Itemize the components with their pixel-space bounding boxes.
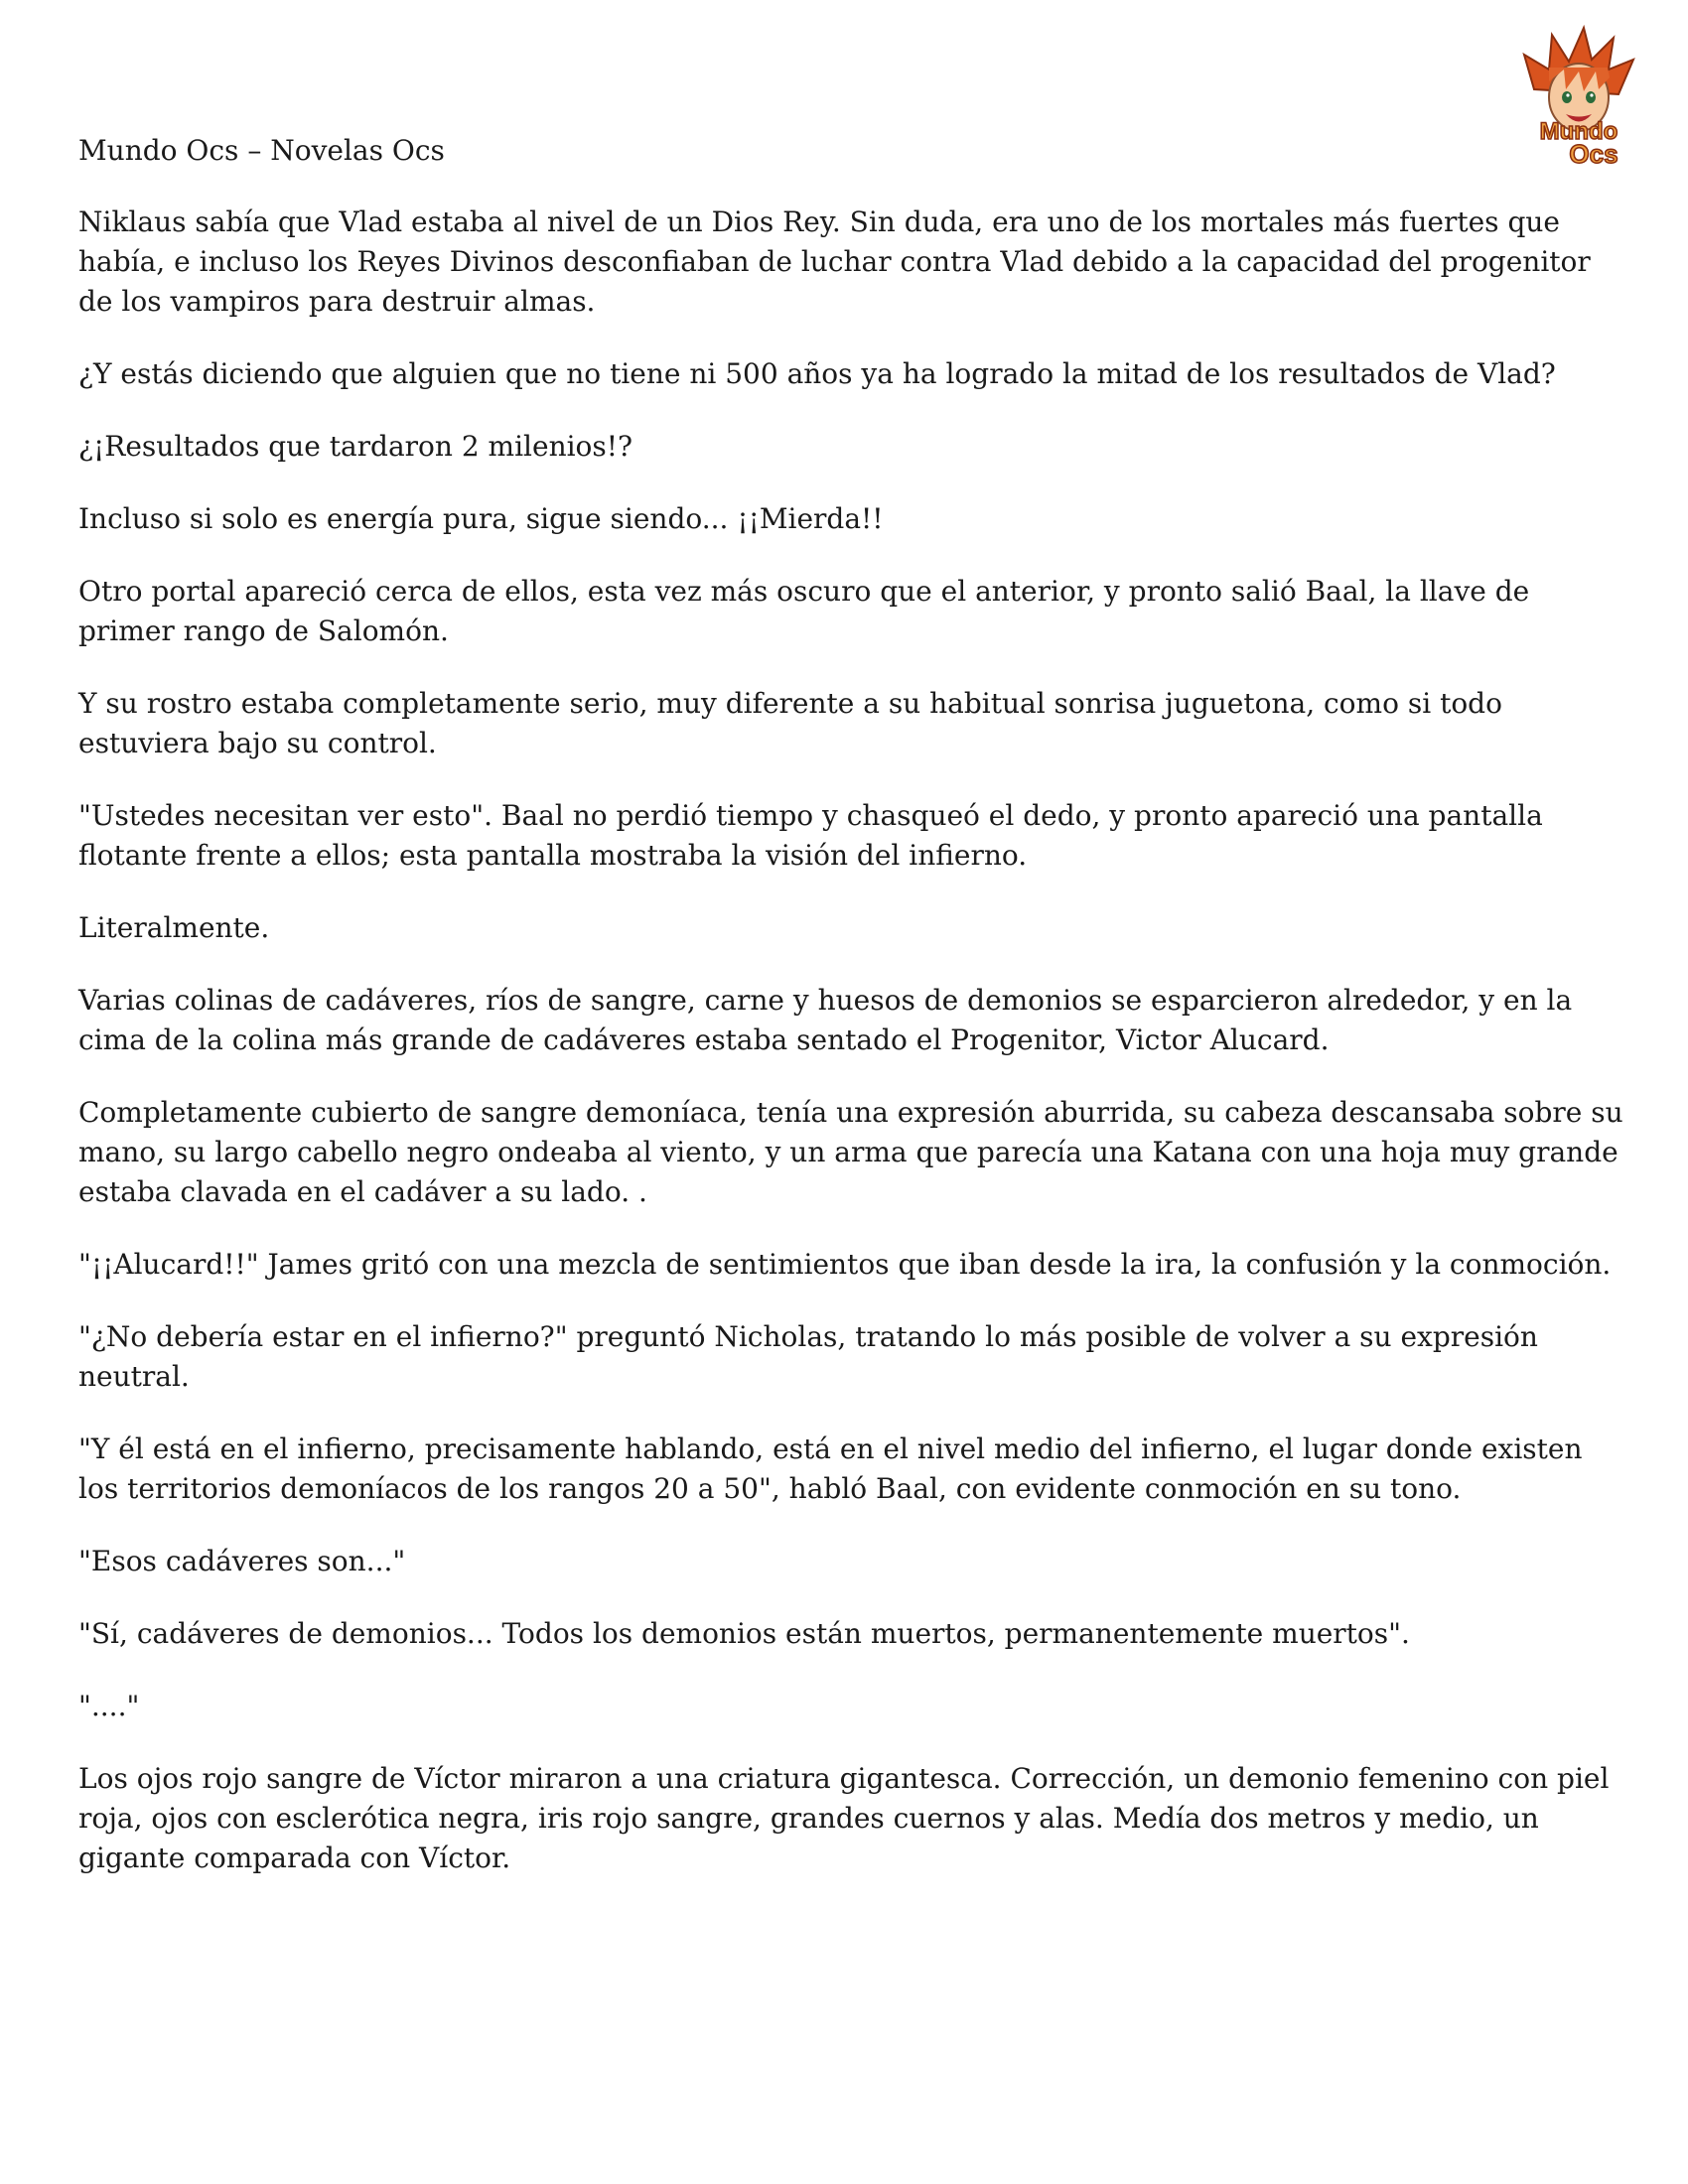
paragraph: "...." xyxy=(78,1690,140,1722)
paragraph: "Sí, cadáveres de demonios... Todos los demonios están muertos, permanentemente muertos". xyxy=(78,1617,1410,1650)
paragraph: "Esos cadáveres son..." xyxy=(78,1545,406,1577)
paragraph: ¿Y estás diciendo que alguien que no tiene ni 500 años ya ha logrado la mitad de los resultados de Vlad? xyxy=(78,357,1556,390)
paragraph: Otro portal apareció cerca de ellos, esta vez más oscuro que el anterior, y pronto salió Baal, la llave de primer rango de Salomón. xyxy=(78,575,1530,647)
svg-text:Mundo: Mundo xyxy=(1539,118,1618,145)
paragraph: Completamente cubierto de sangre demoníaca, tenía una expresión aburrida, su cabeza descansaba sobre su mano, su largo cabello negro ondeaba al viento, y un arma que parecía una Katana con una hoja muy grande estaba clavada en el cadáver a su lado. . xyxy=(78,1096,1623,1208)
paragraph: "Y él está en el infierno, precisamente hablando, está en el nivel medio del infierno, el lugar donde existen los territorios demoníacos de los rangos 20 a 50", habló Baal, con evidente conmoción en su tono. xyxy=(78,1433,1583,1505)
paragraph: ¿¡Resultados que tardaron 2 milenios!? xyxy=(78,430,633,463)
mundo-ocs-logo xyxy=(1504,20,1653,169)
document-body xyxy=(78,203,1627,1911)
paragraph: "¿No debería estar en el infierno?" preguntó Nicholas, tratando lo más posible de volver a su expresión neutral. xyxy=(78,1320,1538,1393)
paragraph: Niklaus sabía que Vlad estaba al nivel de un Dios Rey. Sin duda, era uno de los mortales más fuertes que había, e incluso los Reyes Divinos desconfiaban de luchar contra Vlad debido a la capacidad del progenitor de los vampiros para destruir almas. xyxy=(78,205,1591,318)
page-header: Mundo Ocs – Novelas Ocs xyxy=(78,134,445,167)
paragraph: Varias colinas de cadáveres, ríos de sangre, carne y huesos de demonios se esparcieron alrededor, y en la cima de la colina más grande de cadáveres estaba sentado el Progenitor, Victor Alucard. xyxy=(78,984,1573,1056)
svg-text:Ocs: Ocs xyxy=(1569,139,1618,169)
logo-mascot-graphic xyxy=(1504,20,1653,169)
paragraph: Los ojos rojo sangre de Víctor miraron a una criatura gigantesca. Corrección, un demonio femenino con piel roja, ojos con esclerótica negra, iris rojo sangre, grandes cuernos y alas. Medía dos metros y medio, un gigante comparada con Víctor. xyxy=(78,1762,1610,1874)
paragraph: Y su rostro estaba completamente serio, muy diferente a su habitual sonrisa juguetona, como si todo estuviera bajo su control. xyxy=(78,687,1502,759)
paragraph: "¡¡Alucard!!" James gritó con una mezcla de sentimientos que iban desde la ira, la confusión y la conmoción. xyxy=(78,1248,1612,1281)
paragraph: Literalmente. xyxy=(78,911,270,944)
paragraph: "Ustedes necesitan ver esto". Baal no perdió tiempo y chasqueó el dedo, y pronto apareció una pantalla flotante frente a ellos; esta pantalla mostraba la visión del infierno. xyxy=(78,799,1543,872)
paragraph: Incluso si solo es energía pura, sigue siendo... ¡¡Mierda!! xyxy=(78,502,884,535)
